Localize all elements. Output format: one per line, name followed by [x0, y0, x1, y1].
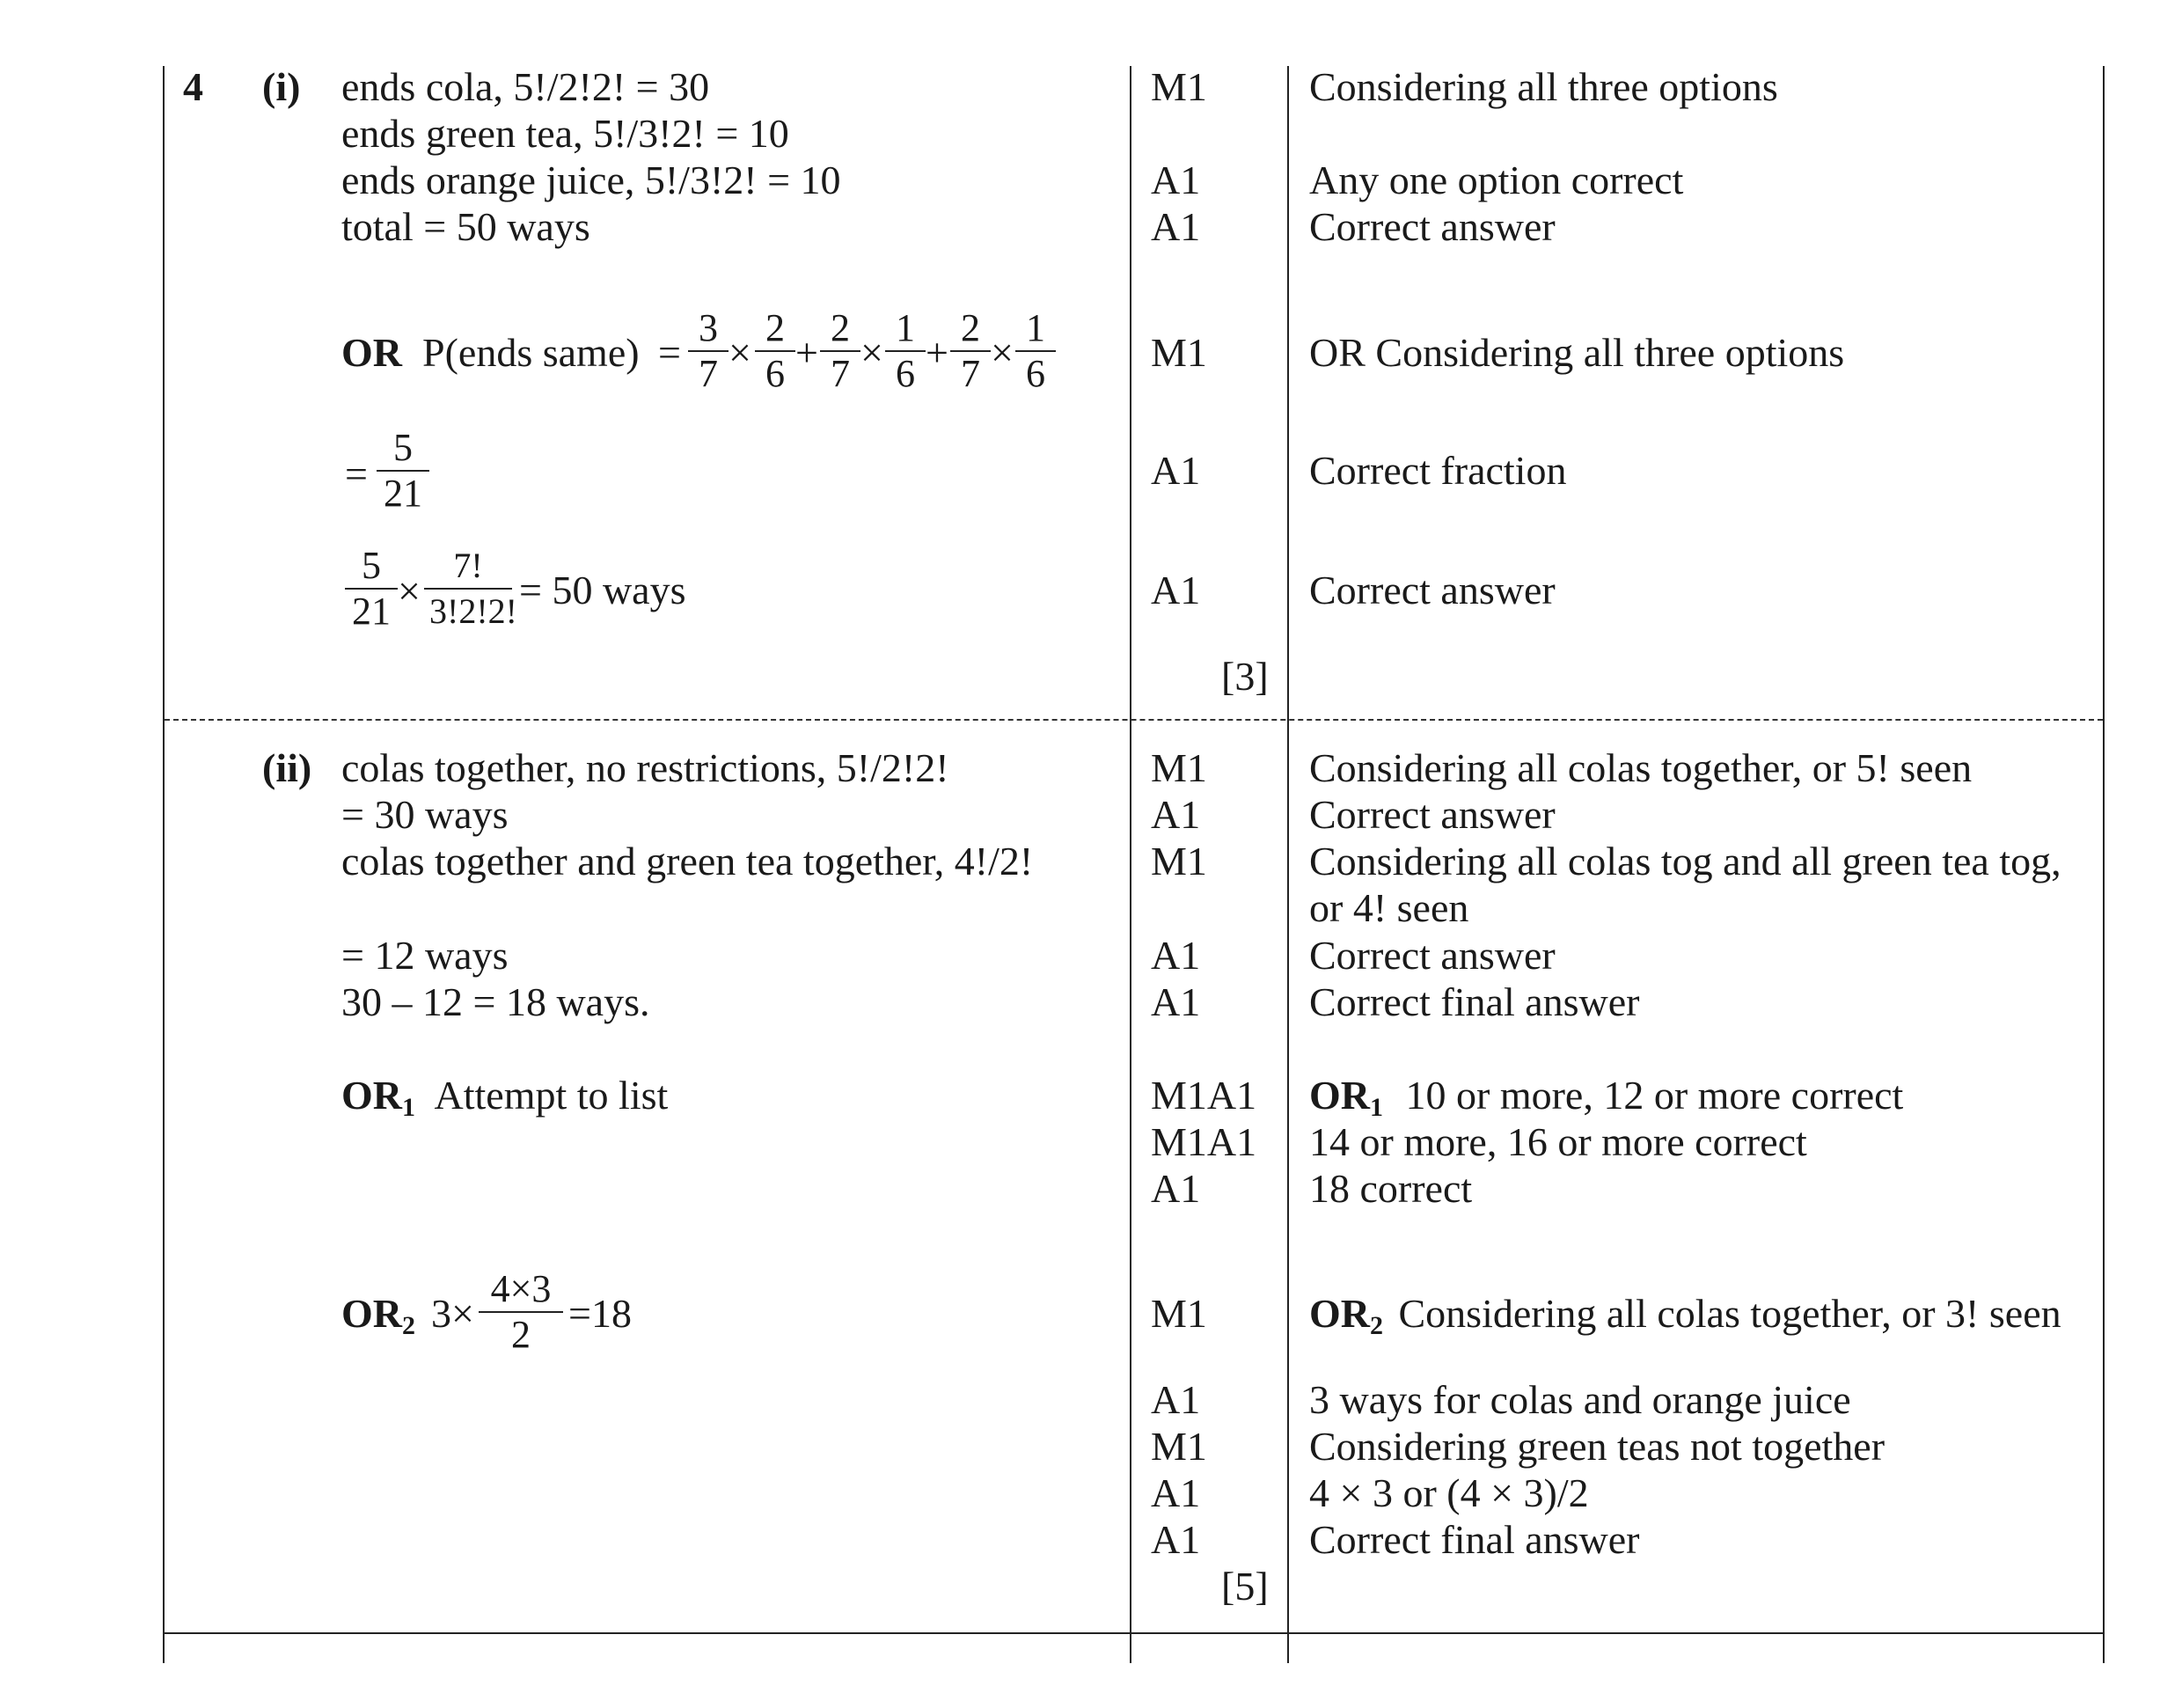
mark: A1 — [1151, 933, 1201, 978]
part-ii-working-line: colas together, no restrictions, 5!/2!2! — [341, 745, 949, 790]
fraction-denominator: 3!2!2! — [429, 591, 517, 631]
mark: M1 — [1151, 330, 1207, 375]
or1-attempt — [341, 1072, 668, 1132]
fraction-denominator: 7 — [961, 352, 980, 395]
guidance-note: 18 correct — [1309, 1166, 1473, 1211]
fraction-denominator: 2 — [511, 1313, 531, 1356]
guidance-note: or 4! seen — [1309, 885, 1469, 930]
fraction-numerator: 5 — [345, 544, 398, 590]
mark: A1 — [1151, 979, 1201, 1024]
guidance-note: Correct answer — [1309, 204, 1556, 249]
operator: × — [398, 568, 421, 613]
guidance-note: Correct final answer — [1309, 979, 1640, 1024]
guidance-note: Considering all colas together, or 5! seen — [1309, 745, 1973, 790]
mark: M1A1 — [1151, 1073, 1257, 1118]
or2-label: OR — [341, 1291, 402, 1336]
part-divider — [165, 719, 2103, 721]
or1-label: OR — [341, 1073, 402, 1118]
or1-text: Attempt to list — [434, 1073, 669, 1118]
mark: A1 — [1151, 158, 1201, 202]
fraction-denominator: 21 — [352, 590, 391, 633]
or2-prefix: 3× — [431, 1291, 474, 1336]
mark: A1 — [1151, 1377, 1201, 1422]
part-total-marks: [5] — [1221, 1564, 1269, 1609]
fraction-numerator: 4×3 — [479, 1267, 563, 1313]
fraction — [885, 306, 926, 396]
mark: M1 — [1151, 745, 1207, 790]
guidance-note: Considering all colas tog and all green tea tog, — [1309, 839, 2061, 883]
operator: + — [795, 330, 818, 375]
fraction-denominator: 7 — [831, 352, 850, 395]
operator: + — [926, 330, 948, 375]
guidance-note: Considering green teas not together — [1309, 1424, 1885, 1469]
mark: A1 — [1151, 204, 1201, 249]
guidance-note: Correct final answer — [1309, 1517, 1640, 1562]
part-ii-working-line: = 30 ways — [341, 792, 509, 837]
part-i-or-text: P(ends same) — [422, 330, 640, 375]
fraction-denominator: 7 — [699, 352, 718, 395]
guidance-note: Any one option correct — [1309, 158, 1684, 202]
guidance-note: OR Considering all three options — [1309, 330, 1845, 375]
part-ii-label: (ii) — [262, 745, 312, 790]
equals-sign: = — [345, 451, 368, 496]
fraction-denominator: 21 — [384, 472, 422, 515]
guidance-note: Considering all three options — [1309, 64, 1778, 109]
table-bottom-border — [163, 1632, 2105, 1634]
mark: A1 — [1151, 1166, 1201, 1211]
note-or2-label: OR — [1309, 1291, 1370, 1336]
table-left-border — [163, 66, 165, 1663]
fraction-numerator: 2 — [950, 306, 991, 352]
part-i-label: (i) — [262, 64, 301, 109]
fraction-denominator: 6 — [896, 352, 915, 395]
mark: A1 — [1151, 568, 1201, 612]
table-right-border — [2103, 66, 2105, 1663]
part-total-marks: [3] — [1221, 654, 1269, 699]
guidance-note-or2 — [1309, 1290, 2061, 1350]
fraction-numerator: 2 — [755, 306, 795, 352]
fraction-numerator: 7! — [424, 544, 512, 590]
fraction-numerator: 3 — [688, 306, 729, 352]
fraction — [1015, 306, 1056, 396]
mark: A1 — [1151, 792, 1201, 837]
operator: × — [860, 330, 883, 375]
part-i-or-label: OR — [341, 330, 402, 375]
final-fraction — [424, 544, 517, 634]
operator: × — [729, 330, 751, 375]
table-column-divider-notes — [1287, 66, 1289, 1663]
note-or1-label: OR — [1309, 1073, 1370, 1118]
fraction-numerator: 2 — [820, 306, 860, 352]
guidance-note: 3 ways for colas and orange juice — [1309, 1377, 1851, 1422]
fraction-denominator: 6 — [765, 352, 785, 395]
result-fraction — [377, 426, 429, 516]
mark: A1 — [1151, 448, 1201, 493]
fraction-denominator: 6 — [1026, 352, 1045, 395]
mark: M1 — [1151, 1424, 1207, 1469]
part-ii-working-line: 30 – 12 = 18 ways. — [341, 979, 650, 1024]
part-i-working-line: ends cola, 5!/2!2! = 30 — [341, 64, 710, 109]
fraction — [688, 306, 729, 396]
note-or1-subscript: 1 — [1370, 1093, 1383, 1122]
guidance-note: 14 or more, 16 or more correct — [1309, 1119, 1807, 1164]
part-i-final-result: = 50 ways — [519, 568, 686, 612]
mark: M1 — [1151, 64, 1207, 109]
or2-result: =18 — [568, 1291, 632, 1336]
table-column-divider-marks — [1130, 66, 1131, 1663]
guidance-note: Correct answer — [1309, 933, 1556, 978]
equals-sign: = — [658, 330, 681, 375]
mark: M1 — [1151, 1291, 1207, 1336]
mark: A1 — [1151, 1517, 1201, 1562]
guidance-note: Considering all colas together, or 3! seen — [1398, 1291, 2061, 1336]
fraction-numerator: 5 — [377, 426, 429, 472]
question-number: 4 — [183, 64, 203, 109]
part-i-working-line: ends orange juice, 5!/3!2! = 10 — [341, 158, 841, 202]
or2-subscript: 2 — [402, 1311, 415, 1340]
guidance-note: Correct fraction — [1309, 448, 1567, 493]
guidance-note: Correct answer — [1309, 568, 1556, 612]
guidance-note: 4 × 3 or (4 × 3)/2 — [1309, 1470, 1589, 1515]
guidance-note: Correct answer — [1309, 792, 1556, 837]
guidance-note: 10 or more, 12 or more correct — [1405, 1073, 1904, 1118]
fraction-numerator: 1 — [1015, 306, 1056, 352]
fraction — [755, 306, 795, 396]
or2-label-wrap — [341, 1290, 415, 1350]
mark: M1 — [1151, 839, 1207, 883]
or1-subscript: 1 — [402, 1093, 415, 1122]
fraction — [950, 306, 991, 396]
part-ii-working-line: colas together and green tea together, 4!/2! — [341, 839, 1034, 883]
part-i-working-line: total = 50 ways — [341, 204, 590, 249]
mark: A1 — [1151, 1470, 1201, 1515]
mark: M1A1 — [1151, 1119, 1257, 1164]
operator: × — [991, 330, 1014, 375]
fraction-numerator: 1 — [885, 306, 926, 352]
part-ii-working-line: = 12 ways — [341, 933, 509, 978]
note-or2-subscript: 2 — [1370, 1311, 1383, 1340]
or2-fraction — [479, 1267, 563, 1357]
fraction — [820, 306, 860, 396]
part-i-working-line: ends green tea, 5!/3!2! = 10 — [341, 111, 789, 156]
final-fraction — [345, 544, 398, 634]
